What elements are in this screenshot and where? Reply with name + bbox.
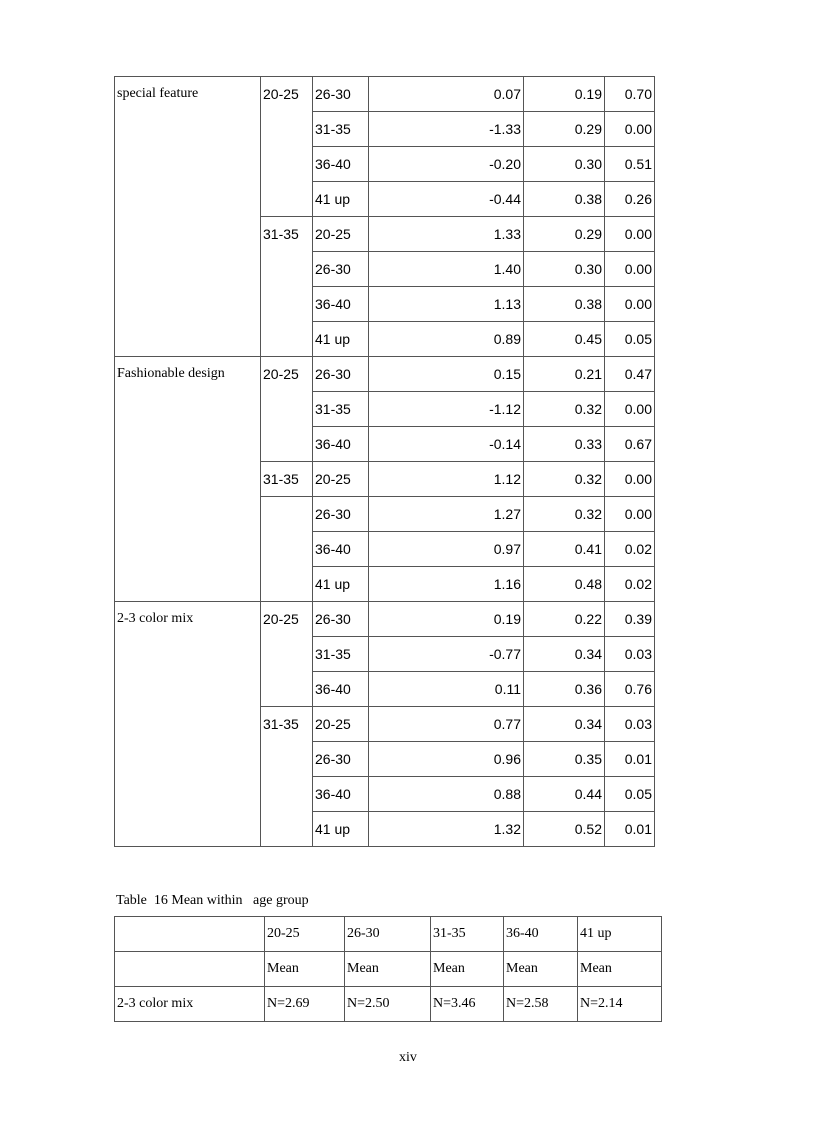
compare-group-cell: 31-35: [313, 637, 369, 672]
compare-group-cell: 20-25: [313, 217, 369, 252]
table-cell: Mean: [345, 952, 431, 987]
significance-cell: 0.00: [605, 497, 655, 532]
mean-difference-cell: -0.44: [369, 182, 524, 217]
mean-difference-cell: 0.77: [369, 707, 524, 742]
age-group-cell: 31-35: [261, 707, 313, 847]
table-row: [115, 602, 655, 637]
significance-cell: 0.05: [605, 777, 655, 812]
std-error-cell: 0.38: [524, 287, 605, 322]
table-cell: N=2.58: [504, 987, 578, 1022]
mean-difference-cell: -0.20: [369, 147, 524, 182]
mean-difference-cell: -1.12: [369, 392, 524, 427]
mean-difference-cell: -0.77: [369, 637, 524, 672]
std-error-cell: 0.32: [524, 497, 605, 532]
std-error-cell: 0.45: [524, 322, 605, 357]
std-error-cell: 0.48: [524, 567, 605, 602]
std-error-cell: 0.19: [524, 77, 605, 112]
std-error-cell: 0.32: [524, 392, 605, 427]
mean-difference-cell: 1.33: [369, 217, 524, 252]
significance-cell: 0.01: [605, 812, 655, 847]
table-cell: Mean: [578, 952, 662, 987]
table-cell: 31-35: [431, 917, 504, 952]
std-error-cell: 0.36: [524, 672, 605, 707]
table16-caption: Table 16 Mean within age group: [116, 893, 309, 908]
significance-cell: 0.00: [605, 462, 655, 497]
std-error-cell: 0.34: [524, 707, 605, 742]
table-cell: 41 up: [578, 917, 662, 952]
header-row: [115, 917, 662, 952]
std-error-cell: 0.35: [524, 742, 605, 777]
compare-group-cell: 41 up: [313, 322, 369, 357]
compare-group-cell: 31-35: [313, 112, 369, 147]
mean-difference-cell: 1.12: [369, 462, 524, 497]
compare-group-cell: 36-40: [313, 287, 369, 322]
significance-cell: 0.39: [605, 602, 655, 637]
variable-label: 2-3 color mix: [115, 602, 261, 847]
significance-cell: 0.02: [605, 567, 655, 602]
compare-group-cell: 20-25: [313, 707, 369, 742]
mean-within-age-group-table: [114, 916, 662, 1022]
mean-difference-cell: 0.88: [369, 777, 524, 812]
compare-group-cell: 36-40: [313, 672, 369, 707]
significance-cell: 0.70: [605, 77, 655, 112]
mean-difference-cell: 0.19: [369, 602, 524, 637]
mean-difference-cell: 0.97: [369, 532, 524, 567]
significance-cell: 0.51: [605, 147, 655, 182]
std-error-cell: 0.22: [524, 602, 605, 637]
mean-difference-cell: 1.16: [369, 567, 524, 602]
age-group-cell: 31-35: [261, 462, 313, 497]
compare-group-cell: 26-30: [313, 357, 369, 392]
mean-difference-cell: 0.11: [369, 672, 524, 707]
table-row: [115, 987, 662, 1022]
significance-cell: 0.00: [605, 252, 655, 287]
std-error-cell: 0.30: [524, 147, 605, 182]
std-error-cell: 0.38: [524, 182, 605, 217]
std-error-cell: 0.21: [524, 357, 605, 392]
mean-difference-cell: 1.40: [369, 252, 524, 287]
multiple-comparison-body: [115, 77, 655, 847]
mean-difference-cell: 1.32: [369, 812, 524, 847]
variable-label: Fashionable design: [115, 357, 261, 602]
std-error-cell: 0.29: [524, 112, 605, 147]
mean-difference-cell: 1.13: [369, 287, 524, 322]
compare-group-cell: 26-30: [313, 497, 369, 532]
std-error-cell: 0.52: [524, 812, 605, 847]
significance-cell: 0.00: [605, 112, 655, 147]
table-cell: N=2.69: [265, 987, 345, 1022]
significance-cell: 0.76: [605, 672, 655, 707]
mean-difference-cell: 0.89: [369, 322, 524, 357]
compare-group-cell: 20-25: [313, 462, 369, 497]
table-cell: 20-25: [265, 917, 345, 952]
age-group-cell-empty: [261, 497, 313, 602]
std-error-cell: 0.32: [524, 462, 605, 497]
table-cell: Mean: [431, 952, 504, 987]
mean-difference-cell: -1.33: [369, 112, 524, 147]
significance-cell: 0.26: [605, 182, 655, 217]
table-cell: Mean: [265, 952, 345, 987]
compare-group-cell: 36-40: [313, 147, 369, 182]
table-cell: 26-30: [345, 917, 431, 952]
mean-table-body: [115, 917, 662, 1022]
table-cell: Mean: [504, 952, 578, 987]
significance-cell: 0.47: [605, 357, 655, 392]
compare-group-cell: 26-30: [313, 742, 369, 777]
age-group-cell: 20-25: [261, 77, 313, 217]
table-cell: N=3.46: [431, 987, 504, 1022]
table-cell: 36-40: [504, 917, 578, 952]
age-group-cell: 20-25: [261, 357, 313, 462]
compare-group-cell: 41 up: [313, 812, 369, 847]
significance-cell: 0.03: [605, 637, 655, 672]
significance-cell: 0.03: [605, 707, 655, 742]
compare-group-cell: 26-30: [313, 602, 369, 637]
significance-cell: 0.00: [605, 392, 655, 427]
table-cell: N=2.50: [345, 987, 431, 1022]
significance-cell: 0.01: [605, 742, 655, 777]
significance-cell: 0.02: [605, 532, 655, 567]
std-error-cell: 0.30: [524, 252, 605, 287]
mean-difference-cell: 0.96: [369, 742, 524, 777]
significance-cell: 0.00: [605, 217, 655, 252]
compare-group-cell: 31-35: [313, 392, 369, 427]
page-number: xiv: [399, 1050, 417, 1065]
mean-difference-cell: 0.07: [369, 77, 524, 112]
std-error-cell: 0.41: [524, 532, 605, 567]
table-cell: [115, 917, 265, 952]
std-error-cell: 0.44: [524, 777, 605, 812]
compare-group-cell: 36-40: [313, 777, 369, 812]
compare-group-cell: 36-40: [313, 427, 369, 462]
compare-group-cell: 26-30: [313, 252, 369, 287]
table-cell: 2-3 color mix: [115, 987, 265, 1022]
compare-group-cell: 26-30: [313, 77, 369, 112]
compare-group-cell: 41 up: [313, 567, 369, 602]
significance-cell: 0.05: [605, 322, 655, 357]
significance-cell: 0.00: [605, 287, 655, 322]
variable-label: special feature: [115, 77, 261, 357]
age-group-cell: 20-25: [261, 602, 313, 707]
compare-group-cell: 36-40: [313, 532, 369, 567]
mean-difference-cell: 1.27: [369, 497, 524, 532]
compare-group-cell: 41 up: [313, 182, 369, 217]
std-error-cell: 0.34: [524, 637, 605, 672]
mean-difference-cell: 0.15: [369, 357, 524, 392]
table-row: [115, 77, 655, 112]
table-cell: N=2.14: [578, 987, 662, 1022]
subheader-row: [115, 952, 662, 987]
std-error-cell: 0.29: [524, 217, 605, 252]
multiple-comparison-table: [114, 76, 655, 847]
table-row: [115, 357, 655, 392]
table-cell: [115, 952, 265, 987]
age-group-cell: 31-35: [261, 217, 313, 357]
significance-cell: 0.67: [605, 427, 655, 462]
std-error-cell: 0.33: [524, 427, 605, 462]
mean-difference-cell: -0.14: [369, 427, 524, 462]
